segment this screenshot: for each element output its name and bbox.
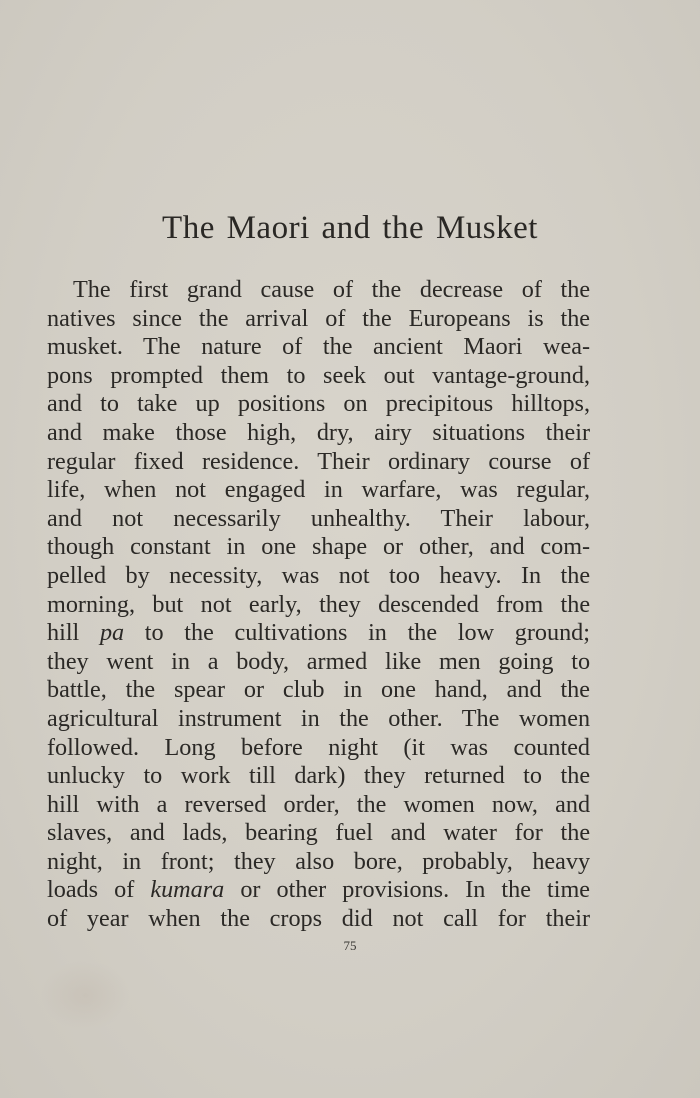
text-line: natives since the arrival of the Europeans is the xyxy=(47,304,591,332)
chapter-title: The Maori and the Musket xyxy=(162,210,538,246)
text-line: pons prompted them to seek out vantage-ground, xyxy=(47,361,591,389)
text-line: night, in front; they also bore, probably, heavy xyxy=(47,847,591,875)
text-line: agricultural instrument in the other. The women xyxy=(47,704,591,732)
body-text xyxy=(47,276,590,934)
text-line: of year when the crops did not call for their xyxy=(47,905,591,933)
text-line: loads of kumara or other provisions. In the time xyxy=(47,876,591,904)
text-line: pelled by necessity, was not too heavy. In the xyxy=(47,561,591,589)
text-line: regular fixed residence. Their ordinary course of xyxy=(47,447,591,475)
text-line: they went in a body, armed like men going to xyxy=(47,647,591,675)
text-line: though constant in one shape or other, and com- xyxy=(47,533,591,561)
text-line: and to take up positions on precipitous hilltops, xyxy=(47,390,591,418)
text-line: life, when not engaged in warfare, was regular, xyxy=(47,476,591,504)
page-number: 75 xyxy=(343,938,357,953)
text-line: and not necessarily unhealthy. Their labour, xyxy=(47,504,591,532)
text-line: hill with a reversed order, the women now, and xyxy=(47,790,591,818)
text-line: hill pa to the cultivations in the low ground; xyxy=(47,619,590,647)
text-line: battle, the spear or club in one hand, and the xyxy=(47,676,590,704)
text-line: morning, but not early, they descended from the xyxy=(47,590,591,618)
text-line: slaves, and lads, bearing fuel and water for the xyxy=(47,819,591,847)
text-line: and make those high, dry, airy situations their xyxy=(47,418,590,446)
text-line: The first grand cause of the decrease of the xyxy=(73,276,591,303)
paper-stain xyxy=(40,960,130,1030)
text-line: musket. The nature of the ancient Maori wea- xyxy=(47,333,591,361)
text-line: unlucky to work till dark) they returned to the xyxy=(47,762,591,790)
text-line: followed. Long before night (it was counted xyxy=(47,733,591,761)
